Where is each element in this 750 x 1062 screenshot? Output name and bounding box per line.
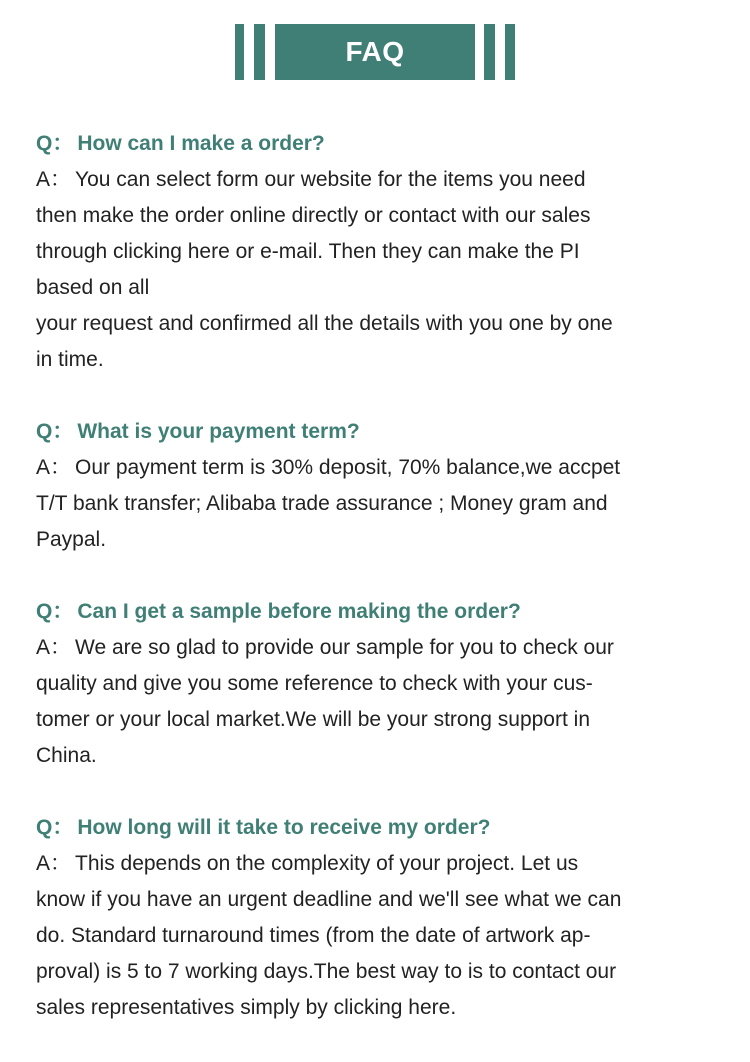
answer-line: T/T bank transfer; Alibaba trade assurance ; Money gram and <box>36 492 608 515</box>
faq-item <box>36 594 716 774</box>
answer-prefix: A： <box>36 852 72 875</box>
answer-prefix: A： <box>36 168 72 191</box>
answer-prefix: A： <box>36 636 72 659</box>
answer-line: quality and give you some reference to check with your cus- <box>36 672 593 695</box>
question-prefix: Q： <box>36 132 74 155</box>
answer-line: then make the order online directly or contact with our sales <box>36 204 591 227</box>
faq-answer <box>36 162 716 378</box>
answer-line: proval) is 5 to 7 working days.The best way to is to contact our <box>36 960 617 983</box>
answer-line: your request and confirmed all the details with you one by one <box>36 312 613 335</box>
question-prefix: Q： <box>36 816 74 839</box>
answer-line: based on all <box>36 276 150 299</box>
answer-line: This depends on the complexity of your project. Let us <box>75 852 579 875</box>
question-text: What is your payment term? <box>77 420 360 443</box>
answer-line: do. Standard turnaround times (from the date of artwork ap- <box>36 924 591 947</box>
question-text: How long will it take to receive my order? <box>77 816 491 839</box>
faq-answer <box>36 450 716 558</box>
answer-line: Our payment term is 30% deposit, 70% balance,we accpet <box>75 456 621 479</box>
answer-line: China. <box>36 744 97 767</box>
answer-line: We are so glad to provide our sample for you to check our <box>75 636 614 659</box>
faq-list <box>36 126 716 1062</box>
faq-item <box>36 810 716 1026</box>
answer-line: sales representatives simply by clicking here. <box>36 996 457 1019</box>
decorative-bar <box>254 24 265 80</box>
decorative-bar <box>484 24 495 80</box>
faq-question <box>36 126 716 162</box>
faq-header <box>0 24 750 80</box>
faq-item <box>36 414 716 558</box>
page-title: FAQ <box>275 24 475 80</box>
answer-line: through clicking here or e-mail. Then they can make the PI <box>36 240 580 263</box>
faq-answer <box>36 846 716 1026</box>
answer-line: tomer or your local market.We will be your strong support in <box>36 708 590 731</box>
decorative-bar <box>505 24 515 80</box>
question-prefix: Q： <box>36 420 74 443</box>
faq-answer <box>36 630 716 774</box>
faq-question <box>36 414 716 450</box>
faq-question <box>36 810 716 846</box>
answer-line: Paypal. <box>36 528 107 551</box>
faq-question <box>36 594 716 630</box>
question-text: Can I get a sample before making the order? <box>77 600 521 623</box>
faq-item <box>36 126 716 378</box>
decorative-bar <box>235 24 244 80</box>
answer-line: You can select form our website for the items you need <box>75 168 586 191</box>
answer-prefix: A： <box>36 456 72 479</box>
question-prefix: Q： <box>36 600 74 623</box>
answer-line: know if you have an urgent deadline and we'll see what we can <box>36 888 622 911</box>
answer-line: in time. <box>36 348 104 371</box>
question-text: How can I make a order? <box>77 132 325 155</box>
